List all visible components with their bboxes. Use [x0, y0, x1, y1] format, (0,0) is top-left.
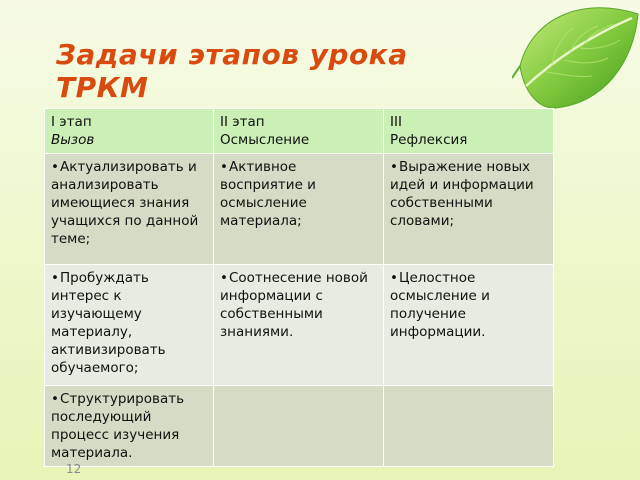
table-cell [214, 265, 384, 386]
table-cell [45, 265, 214, 386]
header-stage-3 [384, 109, 554, 154]
table-cell-empty [214, 386, 384, 467]
cell-text: • Выражение новых идей и информации собственными словами; [390, 159, 534, 229]
header-stage-1 [45, 109, 214, 154]
table-row [45, 386, 554, 467]
cell-text: • Пробуждать интерес к изучающему материалу, активизировать обучаемого; [51, 270, 166, 376]
header-stage-2 [214, 109, 384, 154]
slide-title: Задачи этапов урока ТРКМ [56, 38, 408, 104]
table-cell [384, 265, 554, 386]
header-stage-2-name: Осмысление [220, 132, 310, 148]
header-stage-3-number: III [390, 114, 402, 130]
cell-text: • Актуализировать и анализировать имеющиеся знания учащихся по данной теме; [51, 159, 198, 247]
cell-text: • Активное восприятие и осмысление материала; [220, 159, 316, 229]
table-row [45, 154, 554, 265]
stages-table [44, 108, 554, 467]
page-number: 12 [66, 462, 82, 476]
header-stage-1-number: I этап [51, 114, 92, 130]
cell-text: • Структурировать последующий процесс изучения материала. [51, 391, 184, 461]
cell-text: • Соотнесение новой информации с собственными знаниями. [220, 270, 368, 340]
table-cell [45, 154, 214, 265]
cell-text: • Целостное осмысление и получение информации. [390, 270, 490, 340]
table-cell-empty [384, 386, 554, 467]
header-stage-3-name: Рефлексия [390, 132, 468, 148]
green-leaf-icon [512, 0, 640, 120]
table-cell [384, 154, 554, 265]
table-header-row [45, 109, 554, 154]
table-cell [214, 154, 384, 265]
table-row [45, 265, 554, 386]
header-stage-2-number: II этап [220, 114, 265, 130]
table-cell [45, 386, 214, 467]
header-stage-1-name: Вызов [51, 132, 95, 148]
